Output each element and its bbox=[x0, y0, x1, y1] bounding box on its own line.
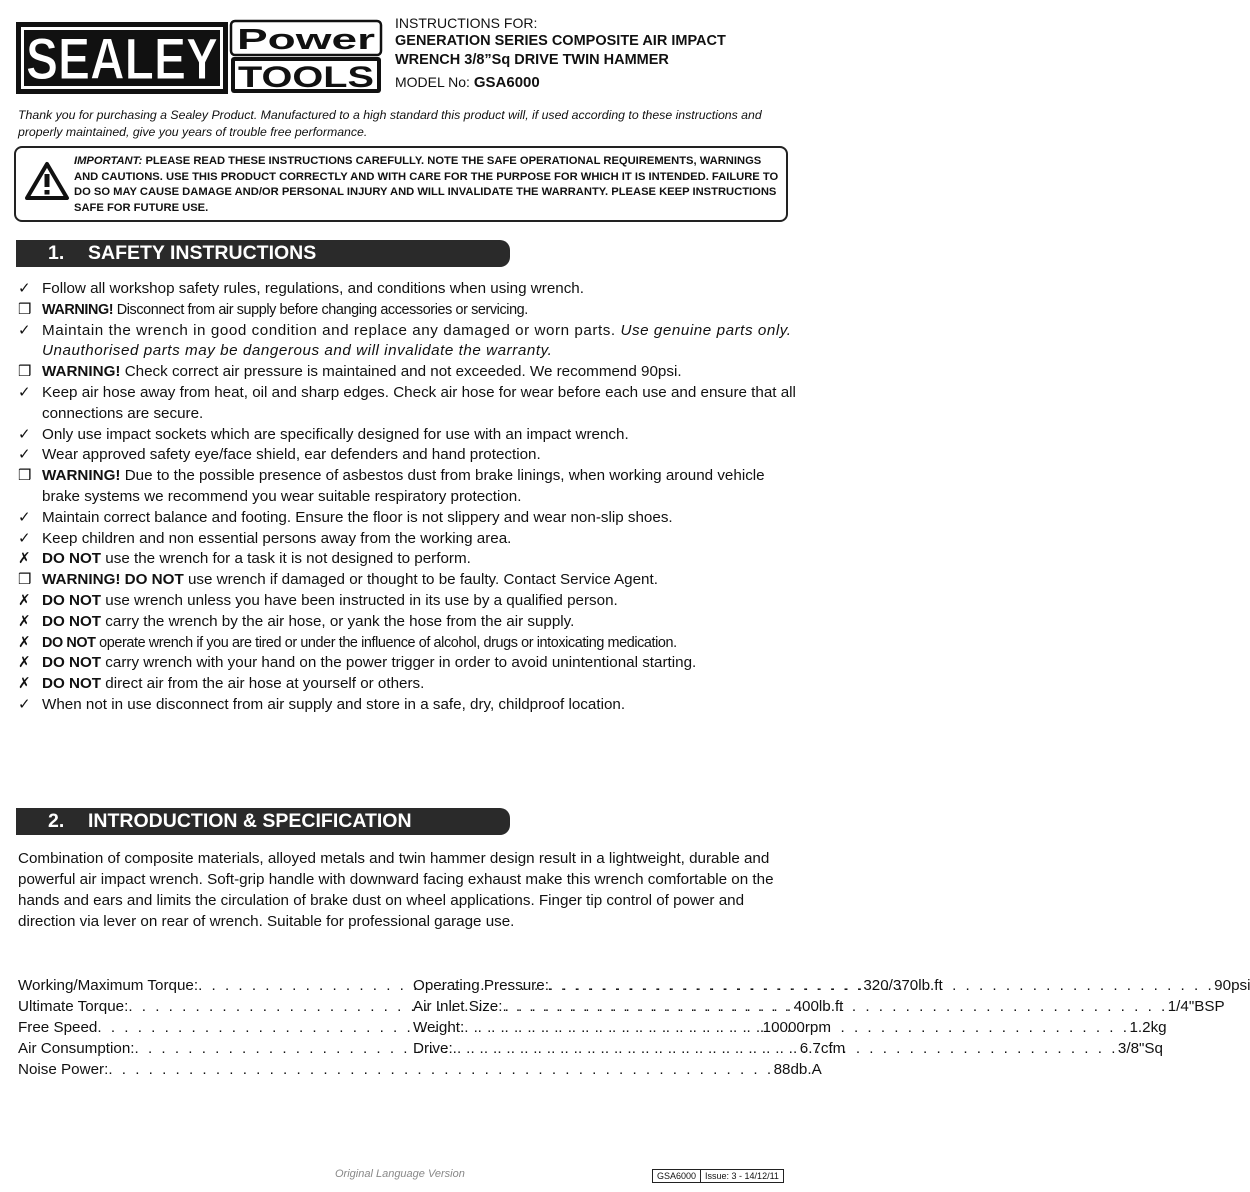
cross-icon: ✗ bbox=[18, 550, 31, 568]
spec-row: Drive: . . . 3/8"Sq bbox=[413, 1038, 782, 1059]
cross-icon: ✗ bbox=[18, 612, 31, 630]
check-icon: ✓ bbox=[18, 425, 31, 443]
safety-item: ✓ Follow all workshop safety rules, regulations, and conditions when using wrench. bbox=[18, 279, 798, 300]
introduction-paragraph: Combination of composite materials, alloyed metals and twin hammer design result in a lightweight, durable and powerful air impact wrench. Soft-grip handle with downward facing exhaust make this wrench comfortable on the hands and ears and limits the circulation of brake dust on wheel applications. Finger tip control of power and direction via lever on rear of wrench. Suitable for professional garage use. bbox=[18, 850, 774, 930]
safety-item: ✗ DO NOT use the wrench for a task it is not designed to perform. bbox=[18, 549, 798, 570]
check-icon: ✓ bbox=[18, 446, 31, 464]
spec-row: Weight: . . . 1.2kg bbox=[413, 1017, 782, 1038]
important-text: IMPORTANT: PLEASE READ THESE INSTRUCTIONS CAREFULLY. NOTE THE SAFE OPERATIONAL REQUIREMENTS, WARNINGS AND CAUTIONS. USE THIS PRODUCT CORRECTLY AND WITH CARE FOR THE PURPOSE FOR WHICH IT IS INTENDED. FAILURE TO DO SO MAY CAUSE DAMAGE AND/OR PERSONAL INJURY AND WILL INVALIDATE THE WARRANTY. PLEASE KEEP INSTRUCTIONS SAFE FOR FUTURE USE. bbox=[74, 155, 779, 214]
spec-row: Noise Power: . . . 88db.A bbox=[18, 1059, 388, 1080]
power-text: Power bbox=[237, 24, 375, 56]
cross-icon: ✗ bbox=[18, 591, 31, 609]
tools-text: TOOLS bbox=[238, 61, 374, 94]
check-icon: ✓ bbox=[18, 529, 31, 547]
spec-row: Operating Pressure: . . . 90psi bbox=[413, 975, 782, 996]
safety-item: ✓ Maintain correct balance and footing. Ensure the floor is not slippery and wear non-slip shoes. bbox=[18, 508, 798, 529]
document-reference bbox=[652, 1169, 784, 1183]
safety-item: ❒ WARNING! Disconnect from air supply before changing accessories or servicing. bbox=[18, 300, 798, 321]
box-icon: ❒ bbox=[18, 467, 32, 485]
safety-item: ✓ Maintain the wrench in good condition and replace any damaged or worn parts. Use genuine parts only. Unauthorised parts may be dangerous and will invalidate the warranty. bbox=[18, 321, 792, 360]
spec-row: Ultimate Torque: . . . 400lb.ft bbox=[18, 996, 388, 1017]
box-icon: ❒ bbox=[18, 571, 32, 589]
check-icon: ✓ bbox=[18, 695, 31, 713]
safety-item: ❒ WARNING! DO NOT use wrench if damaged or thought to be faulty. Contact Service Agent. bbox=[18, 570, 798, 591]
check-icon: ✓ bbox=[18, 321, 32, 339]
safety-instructions-list bbox=[18, 279, 798, 716]
cross-icon: ✗ bbox=[18, 633, 31, 651]
safety-item: ✗ DO NOT use wrench unless you have been instructed in its use by a qualified person. bbox=[18, 591, 798, 612]
safety-item: ✗ DO NOT carry the wrench by the air hose, or yank the hose from the air supply. bbox=[18, 612, 798, 633]
instructions-for-label: INSTRUCTIONS FOR: bbox=[395, 15, 538, 31]
check-icon: ✓ bbox=[18, 383, 31, 401]
safety-item: ✓ When not in use disconnect from air supply and store in a safe, dry, childproof location. bbox=[18, 695, 798, 716]
product-title-line2: WRENCH 3/8”Sq DRIVE TWIN HAMMER bbox=[395, 52, 669, 68]
safety-item: ✗ DO NOT carry wrench with your hand on the power trigger in order to avoid unintentional starting. bbox=[18, 653, 798, 674]
safety-item: ✗ DO NOT direct air from the air hose at yourself or others. bbox=[18, 674, 798, 695]
spec-row: Air Consumption: . . . 6.7cfm bbox=[18, 1038, 388, 1059]
sealey-logo bbox=[16, 22, 228, 94]
box-icon: ❒ bbox=[18, 300, 32, 318]
safety-item: ✓ Keep children and non essential persons away from the working area. bbox=[18, 529, 798, 550]
spec-row: Air Inlet Size: . . . 1/4"BSP bbox=[413, 996, 782, 1017]
cross-icon: ✗ bbox=[18, 675, 31, 693]
safety-item: ✓ Keep air hose away from heat, oil and sharp edges. Check air hose for wear before each use and ensure that all connections are secure. bbox=[18, 383, 796, 422]
thank-you-note: Thank you for purchasing a Sealey Product. Manufactured to a high standard this product will, if used according to these instructions and properly maintained, give you years of trouble free performance. bbox=[18, 108, 762, 139]
logo-text: SEALEY bbox=[26, 27, 218, 92]
safety-item: ✓ Wear approved safety eye/face shield, ear defenders and hand protection. bbox=[18, 445, 798, 466]
check-icon: ✓ bbox=[18, 280, 31, 297]
spec-row: Free Speed . . . 10000rpm bbox=[18, 1017, 388, 1038]
safety-item: ❒ WARNING! Check correct air pressure is maintained and not exceeded. We recommend 90psi. bbox=[18, 362, 798, 383]
safety-item: ✓ Only use impact sockets which are specifically designed for use with an impact wrench. bbox=[18, 425, 798, 446]
document-header bbox=[395, 14, 795, 92]
check-icon: ✓ bbox=[18, 508, 31, 526]
important-notice bbox=[14, 146, 788, 222]
reference-model: GSA6000 bbox=[657, 1171, 697, 1181]
cross-icon: ✗ bbox=[18, 654, 31, 672]
section-heading-safety: 1. SAFETY INSTRUCTIONS bbox=[16, 240, 510, 267]
product-title-line1: GENERATION SERIES COMPOSITE AIR IMPACT bbox=[395, 33, 726, 49]
model-number: MODEL No: GSA6000 bbox=[395, 74, 540, 91]
power-tools-logo bbox=[230, 20, 382, 94]
warning-triangle-icon bbox=[25, 161, 69, 201]
section-heading-introduction: 2. INTRODUCTION & SPECIFICATION bbox=[16, 808, 510, 835]
spec-row: Working/Maximum Torque: . . . 320/370lb.ft bbox=[18, 975, 388, 996]
safety-item: ❒ WARNING! Due to the possible presence of asbestos dust from brake linings, when working around vehicle brake systems we recommend you wear suitable respiratory protection. bbox=[18, 467, 765, 505]
box-icon: ❒ bbox=[18, 363, 32, 381]
reference-issue: Issue: 3 - 14/12/11 bbox=[700, 1170, 783, 1182]
safety-item: ✗ DO NOT operate wrench if you are tired or under the influence of alcohol, drugs or intoxicating medication. bbox=[18, 633, 798, 654]
language-version-note: Original Language Version bbox=[335, 1168, 465, 1180]
